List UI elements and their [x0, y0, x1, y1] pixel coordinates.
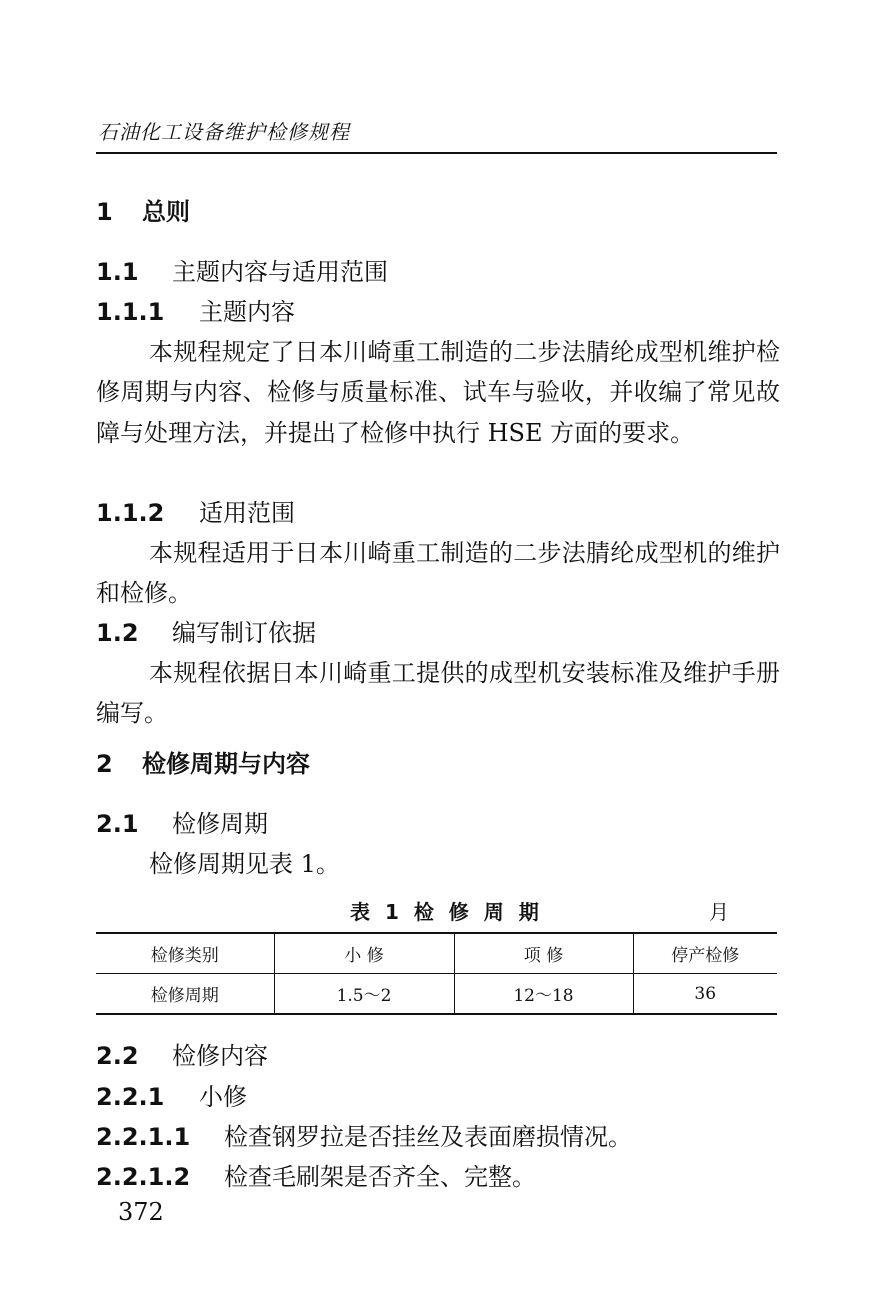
- paragraph-applicability: 本规程适用于日本川崎重工制造的二步法腈纶成型机的维护和检修。: [96, 539, 780, 608]
- section-2-2-1-2-item: [96, 1157, 780, 1197]
- paragraph-scope-content: 本规程规定了日本川崎重工制造的二步法腈纶成型机维护检修周期与内容、检修与质量标准、试车与验收，并收编了常见故障与处理方法，并提出了检修中执行 HSE 方面的要求。: [96, 338, 780, 447]
- section-title: 检查钢罗拉是否挂丝及表面磨损情况。: [224, 1123, 632, 1151]
- table-caption: 表 1 检 修 周 期: [350, 900, 543, 924]
- section-number: 2.2.1.1: [96, 1123, 191, 1151]
- table-cell: 检修周期: [96, 974, 274, 1015]
- table-unit: 月: [709, 900, 729, 924]
- table-header-cell: 项 修: [454, 933, 633, 974]
- section-title: 主题内容: [199, 298, 295, 326]
- section-1-1-heading: [96, 252, 780, 292]
- section-number: 2.2.1: [96, 1083, 165, 1111]
- section-number: 2.2.1.2: [96, 1163, 191, 1191]
- section-2-2-1-1-item: [96, 1117, 780, 1157]
- section-title: 主题内容与适用范围: [172, 258, 388, 286]
- section-title: 适用范围: [199, 499, 295, 527]
- section-title: 小修: [199, 1083, 247, 1111]
- table-cell: 1.5～2: [274, 974, 454, 1015]
- section-title: 检修内容: [172, 1042, 268, 1070]
- section-title: 总则: [142, 198, 190, 226]
- page-number: 372: [118, 1198, 164, 1226]
- table-header-cell: 小 修: [274, 933, 454, 974]
- section-title: 检修周期与内容: [142, 750, 310, 778]
- section-1-1-1-heading: [96, 292, 780, 332]
- table-cell: 36: [694, 983, 717, 1004]
- paragraph-basis: 本规程依据日本川崎重工提供的成型机安装标准及维护手册编写。: [96, 659, 780, 728]
- table-header-cell: 检修类别: [96, 933, 274, 974]
- section-number: 2.1: [96, 810, 139, 838]
- header-rule: [96, 152, 777, 154]
- section-number: 1.1.1: [96, 298, 165, 326]
- paragraph-see-table: 检修周期见表 1。: [149, 850, 340, 878]
- section-2-2-heading: [96, 1036, 780, 1076]
- section-title: 编写制订依据: [172, 619, 316, 647]
- section-title: 检修周期: [172, 810, 268, 838]
- table-cell: 12～18: [454, 974, 633, 1015]
- section-1-heading: [96, 192, 780, 232]
- section-number: 1.1: [96, 258, 139, 286]
- section-number: 2.2: [96, 1042, 139, 1070]
- section-2-1-heading: [96, 804, 780, 844]
- section-2-heading: [96, 744, 780, 784]
- section-1-2-heading: [96, 613, 780, 653]
- maintenance-cycle-table: [96, 932, 777, 1015]
- section-title: 检查毛刷架是否齐全、完整。: [224, 1163, 536, 1191]
- section-number: 2: [96, 750, 113, 778]
- table-header-cell: 停产检修: [633, 933, 777, 974]
- section-number: 1: [96, 198, 113, 226]
- running-header-title: 石油化工设备维护检修规程: [98, 120, 350, 144]
- section-number: 1.1.2: [96, 499, 165, 527]
- section-1-1-2-heading: [96, 493, 780, 533]
- table-row: [96, 974, 777, 1015]
- section-number: 1.2: [96, 619, 139, 647]
- section-2-2-1-heading: [96, 1077, 780, 1117]
- table-header-row: [96, 933, 777, 974]
